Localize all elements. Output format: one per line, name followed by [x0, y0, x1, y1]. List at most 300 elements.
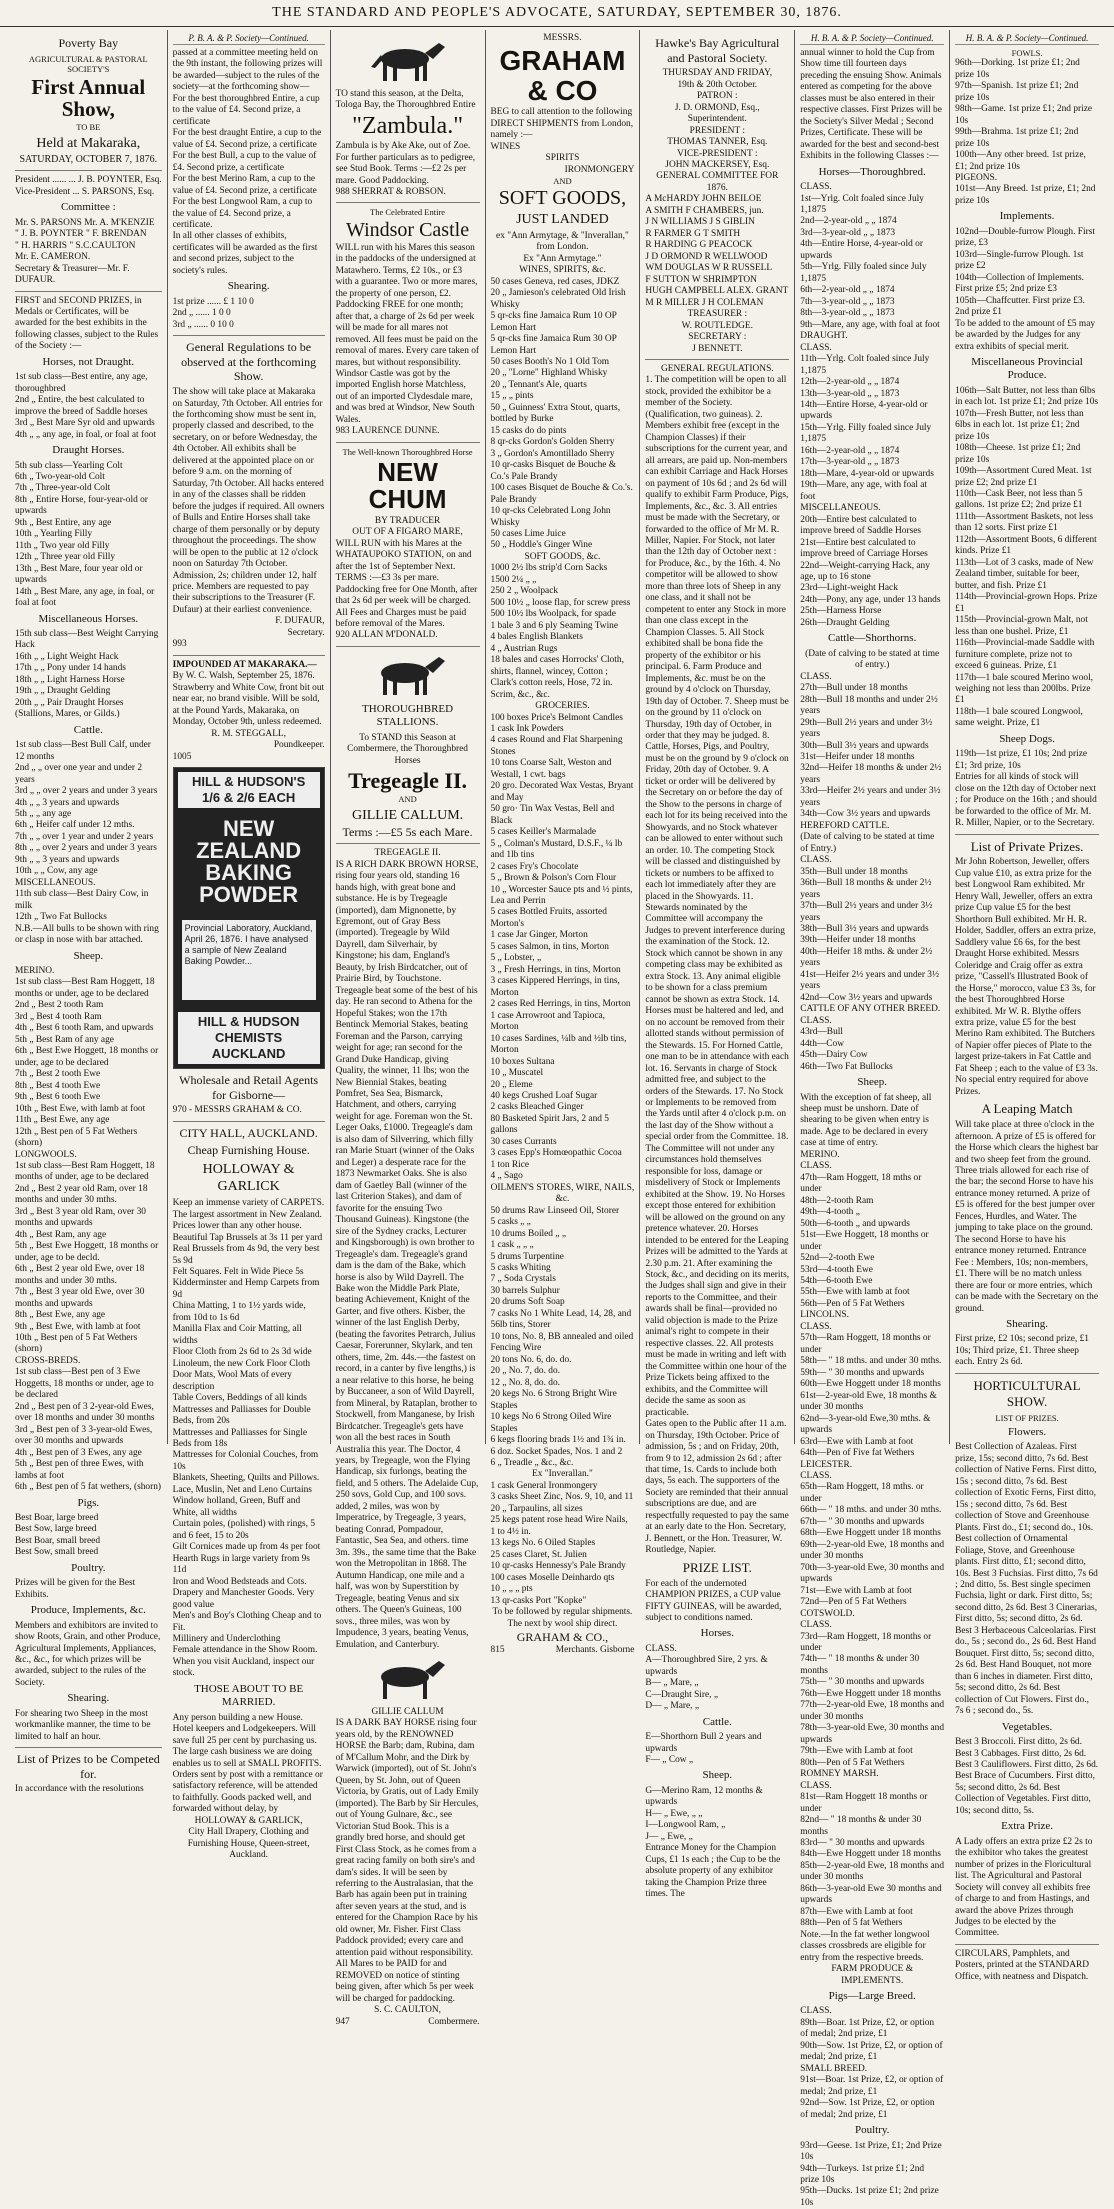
list-item: 13th—3-year-old „ „ 1873 — [800, 388, 900, 399]
list-item: " H. HARRIS " S.C.CAULTON — [15, 240, 136, 251]
list-item: 3 cases Kippered Herrings, in tins, Morton — [490, 976, 620, 998]
champion-horses — [645, 1644, 789, 1713]
list-item: 48th—2-tooth Ram — [800, 1195, 874, 1206]
new-chum-by: BY TRADUCER — [374, 515, 441, 526]
list-item: 20 „ No. 7, do. do. — [490, 1366, 561, 1377]
column-hawkes-bay — [640, 30, 795, 1900]
list-item: In all other classes of exhibits, certificates will be awarded as the first and second prizes, subject to the society's rules. — [172, 231, 318, 276]
implements-note: To be added to the amount of £5 may be awarded by the Judges for any extra exhibits of special merit. — [955, 318, 1096, 352]
list-item: 87th—Ewe with Lamb at foot — [800, 1906, 913, 1917]
list-item: 26th—Draught Gelding — [800, 617, 890, 628]
wholesale-agents: Wholesale and Retail Agents for Gisborne— — [179, 1073, 319, 1102]
label-bottom-text: HILL & HUDSON CHEMISTS AUCKLAND — [178, 1012, 320, 1064]
cattle-classes — [800, 672, 944, 1073]
circulars-ad: CIRCULARS, Pamphlets, and Posters, printed at the STANDARD Office, with neatness and Dispatch. — [955, 1948, 1089, 1982]
list-item: 85th—2-year-old Ewe, 18 months and under 30 months — [800, 1860, 945, 1883]
and-label: AND — [553, 176, 572, 187]
wholesale-signature: 970 - MESSRS GRAHAM & CO. — [172, 1105, 302, 1116]
list-item: 66th— " 18 mths. and under 30 mths. — [800, 1505, 942, 1516]
sheep-list — [15, 966, 162, 1494]
list-item: 108th—Cheese. 1st prize £1; 2nd prize 10s — [955, 443, 1081, 465]
label-product-name: NEW ZEALAND BAKING POWDER — [196, 815, 302, 907]
list-item: SMALL BREED. — [800, 2063, 868, 2074]
just-landed: JUST LANDED — [516, 212, 609, 228]
list-item: 105th—Chaffcutter. First prize £3. 2nd prize £1 — [955, 295, 1085, 318]
list-item: For the best thoroughbred Entire, a cup to the value of £4. Second prize, a certificate — [172, 93, 320, 127]
windsor-signature: 983 LAURENCE DUNNE. — [335, 426, 440, 437]
vegetables-heading: Vegetables. — [1001, 1720, 1053, 1733]
list-item: CATTLE OF ANY OTHER BREED. — [800, 1004, 941, 1015]
calving-note: (Date of calving to be stated at time of entry.) — [805, 648, 940, 671]
list-item: G—Merino Ram, 12 months & upwards — [645, 1785, 763, 1808]
list-item: 91st—Boar. 1st Prize, £2, or option of medal; 2nd prize, £1 — [800, 2075, 944, 2097]
zambula-title: "Zambula." — [352, 112, 464, 139]
list-item: 11th sub class—Best Dairy Cow, in milk — [15, 889, 149, 911]
new-chum-out-of: OUT OF A FIGARO MARE, — [352, 527, 463, 538]
sheep-dogs-heading: Sheep Dogs. — [999, 732, 1055, 745]
list-item: 5 drums Turpentine — [490, 1251, 564, 1262]
shearing-heading: Shearing. — [67, 1692, 110, 1705]
list-item: 17th „ „ Pony under 14 hands — [15, 663, 126, 674]
horse-illustration-3 — [363, 1655, 453, 1703]
poultry-classes — [800, 2141, 944, 2209]
list-item: 36th—Bull 18 months & under 2½ years — [800, 878, 932, 900]
list-item: 12 „ No. 8, do. do. — [490, 1377, 561, 1388]
column-hb-continued-2 — [950, 30, 1104, 1982]
list-item: 31st—Heifer under 18 months — [800, 751, 915, 762]
soft-goods-list — [491, 563, 635, 701]
list-item: 9th—Mare, any age, with foal at foot — [800, 319, 940, 330]
sheep-heading: Sheep. — [857, 1076, 887, 1089]
list-item: 10 „ „ „ pts — [490, 1584, 533, 1595]
ad-number: 1005 — [172, 751, 192, 762]
windsor-intro: The Celebrated Entire — [370, 207, 446, 218]
list-item: 20 drums Soft Soap — [490, 1297, 565, 1308]
wether-note: Note.—In the fat wether longwool classes crossbreds are eligible for entry from the respective breeds. — [800, 1929, 930, 1963]
list-item: Felt Squares. Felt in Wide Piece 5s — [172, 1266, 304, 1277]
list-item: 74th— " 18 months & under 30 months — [800, 1654, 920, 1676]
list-item: 19th—Mare, any age, with foal at foot — [800, 480, 928, 502]
ad-number: 815 — [490, 1644, 505, 1655]
list-item: 103rd—Single-furrow Plough. 1st prize £2 — [955, 249, 1084, 272]
list-item: Female attendance in the Show Room. — [172, 1645, 318, 1656]
list-item: Door Mats, Wool Mats of every description — [172, 1370, 292, 1392]
signature-title: Secretary. — [287, 627, 325, 638]
list-item: E—Shorthorn Bull 2 years and upwards — [645, 1732, 762, 1754]
label-body-text: Provincial Laboratory, Auckland, April 26, 1876. I have analysed a sample of New Zealand Baking Powder... — [182, 920, 316, 1001]
list-item: 3rd „ Best pen of 3 3-year-old Ewes, over 30 months and upwards — [15, 1424, 153, 1447]
vegetables-text: Best 3 Broccoli. First ditto, 2s 6d. Best 3 Cabbages. First ditto, 2s 6d. Best 3 Cauliflowers. First ditto, 2s 6d. Best Brace of Cucumbers. First ditto, 5s; second ditto, 2s 6d. Best Collection of Vegetables. First ditto, 10s; second ditto, 5s. — [955, 1737, 1099, 1816]
general-regulations-heading: GENERAL REGULATIONS. — [660, 363, 774, 374]
list-item: Beautiful Tap Brussels at 3s 11 per yard — [172, 1232, 323, 1243]
draught-list — [15, 461, 162, 610]
list-item: 14th—Entire Horse, 4-year-old or upwards — [800, 399, 928, 422]
list-item: 7th „ Three-year-old Colt — [15, 483, 111, 494]
list-item: 8th—3-year-old „ „ 1873 — [800, 308, 895, 319]
list-item: 53rd—4-tooth Ewe — [800, 1264, 873, 1275]
list-item: 50 cases Booth's No 1 Old Tom — [490, 356, 610, 367]
list-item: 95th—Ducks. 1st prize £1; 2nd prize 10s — [800, 2186, 939, 2208]
list-item: Hearth Rugs in large variety from 9s 11d — [172, 1553, 310, 1576]
list-item: 20 „ Tennant's Ale, quarts — [490, 379, 587, 390]
list-item: 25 kegs patent rose head Wire Nails, 1 to 4½ in. — [490, 1515, 628, 1537]
list-item: CLASS. — [800, 671, 832, 682]
list-item: 54th—6-tooth Ewe — [800, 1276, 873, 1286]
list-item: 33rd—Heifer 2½ years and under 3½ years — [800, 786, 941, 808]
produce-heading: Produce, Implements, &c. — [30, 1604, 146, 1617]
list-item: 2nd „ Best 2 tooth Ram — [15, 1000, 104, 1011]
follow-text: To be followed by regular shipments. The next by wool ship direct. — [492, 1607, 633, 1629]
list-item: Iron and Wood Bedsteads and Cots. — [172, 1576, 307, 1587]
list-item: J N WILLIAMS J S GIBLIN — [645, 217, 755, 228]
list-item: 1 cask „ „ „ — [490, 1240, 534, 1251]
list-item: 106th—Salt Butter, not less than 6lbs in each lot. 1st prize £1; 2nd prize 10s — [955, 385, 1099, 408]
list-item: 15 „ „ pints — [490, 391, 534, 402]
ironmongery-label: IRONMONGERY — [564, 164, 635, 175]
flowers-text: Best Collection of Azaleas. First prize, 15s; second ditto, 7s 6d. Best collection of Native Ferns. First ditto, 15s ; second ditto, 7s 6d. Best collection of Exotic Ferns, First ditto, 15s ; second ditto, 7s 6d. Best collection of Stove and Greenhouse Plants. First do., £1; second do., 10s. Best collection of Ornamental Foliage, Stove, and Greenhouse plants. First ditto, £1; second ditto, 10s. Best 3 Fuchsias. First ditto, 7s 6d ; 2nd ditto, 5s. Best single specimen Fuchsia, light or dark. First ditto, 5s; second ditto, 2s 6d. Best 3 Cinerarias, First ditto, 5s; second ditto, 2s 6d. Best 3 Herbaceous Calceolarias. First do., 5s ; second do., 2s 6d. Best Hand Bouquet. First ditto, 5s; second ditto, 2s 6d. Best Hand Bouquet, not more than 6 inches in diameter. First ditto, 5s; second ditto, 2s 6d. Best collection of Cut Flowers. First do., 7s 6 ; second do., 5s. — [955, 1442, 1098, 1717]
list-item: 34th—Cow 3½ years and upwards — [800, 809, 931, 820]
list-item: For the best Longwool Ram, a cup to the value of £4. Second prize, a certificate. — [172, 197, 313, 230]
list-item: 115th—Provincial-grown Malt, not less than one bushel. Prize, £1 — [955, 615, 1088, 637]
list-item: 6th—2-year-old „ „ 1874 — [800, 285, 895, 296]
general-regulations-text: 1. The competition will be open to all stock, provided the exhibitor be a member of the Society. (Qualification, two guineas). 2. Members exhibit free (except in the Champion Classes) if their subscriptions for the current year, and all arrears, are paid up. Non-members can exhibit Carriage and Hack Horses on payment of 10s 6d ; and 2s 6d will qualify to exhibit Farm Produce, Pigs, Implements, &c., &c. 3. All entries must be made with the Secretary, or forwarded to the office of Mr M. R. Miller, Napier. For Stock, not later than the 12th day of October next : for Produce, &c., by the 16th. 4. No competitor will be allowed to show more than three lots of Sheep in any one class, and it shall not be competent to enter any Stock in more than one class except in the Champion Classes. 5. All Stock exhibited shall be bona fide the property of the exhibitor or his principal. 6. Farm Produce and Implements, &c. must be on the ground by 4 o'clock on Thursday, 19th day of October. 7. Sheep must be on the ground by 11 o'clock on Thursday, 19th day of October, in order that they may be judged. 8. Cattle, Horses, Pigs, and Poultry, must be on the ground by 9 o'clock on Friday, 20th day of October. 9. A ticket or order will be delivered by the Secretary on or before the day of the Show to the persons in charge of each lot for its being received into the Showyards, and no Stock whatever can be allowed to enter without such an order. 10. The competing Stock will be classed and distinguished by tickets or numbers to be affixed to each lot immediately after they are placed in the Showyards. 11. Stewards nominated by the Committee will accompany the Judges to prevent interference during the examination of the Stock. 12. Stock which cannot be shown in any competing class may be exhibited as extra Stock. 13. Any animal eligible to be shown for a class premium cannot be shown as extra Stock. 14. Horses must be haltered and led, and on no account be removed from their allotted stands without permission of the Stewards. 15. For Horned Cattle, one man to be in attendance with each lot. 16. Servants in charge of Stock admitted free, and subject to the orders of the Stewards. 17. No Stock or Implements to be removed from the Yards until after 4 o'clock p.m. on the last day of the Show without a special order from the Committee. 18. The Committee will not under any circumstances hold themselves responsible for loss, damage or misdelivery of Stock or Implements exhibited at the Show. 19. No Horses except those entered for exhibition will be allowed on the ground on any pretence whatever. 20. Horses intended to be entered for the Leaping Prizes will be admitted to the Yards at 2.30 p.m. 21. After examining the Stock, &c., and deciding on its merits, the Judges shall sign and give in their reports to the Committee, and their awards shall be final—provided no valid objection is made to the Prize animal's right to compete in their respective classes. 22. All protests must be made in writing and left with the Committee within one hour of the Prize Tickets being affixed to the exhibits, and the Committee will decide the same as soon as practicable. — [645, 375, 790, 1418]
list-item: 5 cases Salmon, in tins, Morton — [490, 941, 609, 952]
list-item: 10 cases Sardines, ¼lb and ½lb tins, Morton — [490, 1033, 627, 1056]
list-item: 4th—Entire Horse, 4-year-old or upwards — [800, 239, 923, 261]
holloway-address: City Hall Drapery, Clothing and Furnishing House, Queen-street, Auckland. — [187, 1827, 310, 1861]
list-item: For the best draught Entire, a cup to the value of £4. Second prize, a certificate — [172, 128, 322, 150]
list-item: 15th—Yrlg. Filly foaled since July 1,1875 — [800, 422, 932, 445]
list-item: 117th—1 bale scoured Merino wool, weighing not less than 200lbs. Prize £1 — [955, 672, 1094, 706]
list-item: 3 casks Sheet Zinc, Nos. 9, 10, and 11 — [490, 1492, 634, 1503]
extra-prize-text: A Lady offers an extra prize £2 2s to the exhibitor who takes the greatest number of prizes in the Floricultural list. The Agricultural and Pastoral Society will convey all exhibits free of charge to and from Hastings, and award the above Prizes through Judges to be elected by the Committee. — [955, 1836, 1093, 1939]
list-item: CLASS. — [800, 1321, 832, 1332]
list-item: Mattresses and Palliasses for Double Beds, from 20s — [172, 1404, 311, 1427]
list-item: 38th—Bull 3½ years and upwards — [800, 924, 929, 934]
list-item: 37th—Bull 2½ years and under 3½ years — [800, 901, 933, 923]
list-item: DRAUGHT. — [800, 331, 848, 342]
list-item: 12th „ Best pen of 5 Fat Wethers (shorn) — [15, 1126, 138, 1149]
list-item: 20th—Entire best calculated to improve breed of Saddle Horses — [800, 514, 922, 537]
list-item: 93rd—Geese. 1st Prize, £1; 2nd Prize 10s — [800, 2140, 942, 2163]
shearing-prize-table — [173, 297, 325, 331]
list-item: 13 kegs No. 6 Oiled Staples — [490, 1538, 596, 1549]
list-item: 9th „ Best 6 tooth Ewe — [15, 1092, 101, 1103]
holloway-garlick-heading: HOLLOWAY & GARLICK — [202, 1162, 295, 1195]
list-item: 20 tons No. 6, do. do. — [490, 1354, 572, 1365]
horse-illustration — [363, 37, 453, 85]
list-item: 4 bales English Blankets — [490, 632, 583, 643]
windsor-castle-title: Windsor Castle — [346, 218, 470, 241]
list-item: 8th „ Entire Horse, four-year-old or upwards — [15, 494, 148, 517]
list-item: 6 doz. Socket Spades, Nos. 1 and 2 — [490, 1446, 623, 1457]
list-item: 5 cases Keiller's Marmalade — [490, 827, 597, 838]
sheep-heading: Sheep. — [702, 1769, 733, 1782]
list-item: 14th „ Best Mare, any age, in foal, or foal at foot — [15, 586, 155, 609]
list-item: 20 gro. Decorated Wax Vestas, Bryant and May — [490, 781, 634, 803]
zambula-signature: 988 SHERRAT & ROBSON. — [335, 187, 446, 197]
list-item: N.B.—All bulls to be shown with ring or clasp in nose with bar attached. — [15, 923, 159, 946]
list-item: 102nd—Double-furrow Plough. First prize, £3 — [955, 226, 1095, 249]
fowl-classes — [955, 58, 1099, 207]
list-item: 90th—Sow. 1st Prize, £2, or option of medal; 2nd prize, £1 — [800, 2040, 943, 2063]
list-item: 10 kegs No 6 Strong Oiled Wire Staples — [490, 1412, 612, 1434]
sheep-classes — [800, 1150, 944, 1930]
leaping-match-text: Will take place at three o'clock in the afternoon. A prize of £5 is offered for the Horse which clears the highest bar and two sheep feet from the ground. Three trials allowed for each rise of the bar; the second Horse to have his entrance money returned. A prize of £5 is offered for the best jumper over Fences, Hurdles, and Water. The jumping to take place on the ground. The second Horse to have his entrance money returned. Entrance Fee : Members, 10s; non-members, £1. There will be no match unless there are four or more entries, which can be made with the Secretary on the ground. — [955, 1120, 1099, 1314]
list-item: CROSS-BREDS. — [15, 1355, 81, 1366]
list-item: 81st—Ram Hoggett 18 months or under — [800, 1792, 928, 1814]
list-item: MERINO. — [800, 1149, 840, 1160]
president-line: President ...... ... J. B. POYNTER, Esq. — [15, 175, 162, 186]
list-item: 92nd—Sow. 1st Prize, £2, or option of medal; 2nd prize, £1 — [800, 2098, 935, 2120]
list-item: 500 10½ „ loose flap, for screw press — [490, 597, 631, 608]
new-chum-title: NEW CHUM — [368, 457, 447, 515]
list-item: 2 casks Bleached Ginger — [490, 1102, 584, 1113]
list-item: 5 casks Whiting — [490, 1263, 551, 1273]
list-item: 3rd „ Best 4 tooth Ram — [15, 1011, 102, 1022]
list-item: Best Boar, large breed — [15, 1512, 99, 1523]
label-top-text: HILL & HUDSON'S 1/6 & 2/6 EACH — [178, 772, 320, 808]
list-item: 50 „ Hoddle's Ginger Wine — [490, 540, 593, 551]
list-item: 119th—1st prize, £1 10s; 2nd prize £1; 3rd prize, 10s — [955, 749, 1088, 771]
prize-list-text: For each of the undernoted CHAMPION PRIZES, a CUP value FIFTY GUINEAS, will be awarded, subject to conditions named. — [645, 1578, 782, 1623]
gillie-callum-title: GILLIE CALLUM. — [351, 807, 464, 823]
list-item: 10 tons, No. 8, BB annealed and oiled Fencing Wire — [490, 1331, 634, 1354]
list-item: 8th „ Best 4 tooth Ewe — [15, 1080, 101, 1091]
list-item: 10 „ Worcester Sauce pts and ½ pints, Lea and Perrin — [490, 884, 633, 906]
entries-note: Entries for all kinds of stock will close on the 12th day of October next ; for Produce on the 16th ; and should be forwarded to the office of Mr. M. R. Miller, Napier, or to the Secretary. — [955, 772, 1097, 829]
list-item: 39th—Heifer under 18 months — [800, 935, 916, 946]
list-item: 50 cases Geneva, red cases, JDKZ — [490, 276, 620, 287]
list-item: 80 Basketed Spirit Jars, 2 and 5 gallons — [490, 1113, 609, 1136]
list-item: 13th „ Best Mare, four year old or upwards — [15, 563, 143, 586]
list-item: 7th „ „ over 1 year and under 2 years — [15, 831, 154, 842]
list-item: 4 „ Austrian Rugs — [490, 643, 558, 654]
tregeagle-subheading: TREGEAGLE II. — [374, 848, 441, 859]
list-item: 10 qr-casks Bisquet de Bouche & Co.'s Pale Brandy — [490, 460, 617, 482]
wines-label: WINES — [490, 141, 521, 152]
city-hall-heading: CITY HALL, AUCKLAND. — [179, 1125, 318, 1140]
list-item: 71st—Ewe with Lamb at foot — [800, 1585, 912, 1596]
cattle-heading: Cattle. — [73, 723, 103, 736]
list-item: 4th „ Best Ram, any age — [15, 1229, 107, 1240]
prizes-intro: FIRST and SECOND PRIZES, in Medals or Certificates, will be awarded for the best exhibits in the following classes, subject to the Rules of the Society :— — [15, 295, 159, 352]
list-item: Secretary & Treasurer—Mr. F. DUFAUR. — [15, 263, 130, 286]
pigs-list — [15, 1513, 162, 1559]
list-item: 5 cases Bottled Fruits, assorted Morton's — [490, 907, 607, 929]
horse-classes — [800, 182, 944, 629]
list-item: 12th—2-year-old „ „ 1874 — [800, 377, 900, 388]
gillie-text: IS A DARK BAY HORSE rising four years old, by the RENOWNED HORSE the Barb; dam, Rubina, dam of M'Callum Mohr, and the Dirk by Warwick (imported), out of St. John's Queen, by St. John, out of Queen Victoria, by Gratis, out of Lady Emily (imported). The Barb by Sir Hercules, out of Young Gulnare, &c., see Victorian Stud Book. This is a grandly bred horse, and should get First Class Stock, as he comes from a great racing family on both sire's and dam's sides. It will be seen by referring to the Australasian, that the Barb has again been put in training after seven years at the stud, and is entered for the Champion Race by his old owner, Mr. Fisher. First Class Paddock provided; every care and attention paid without responsibility. All Mares to be PAID for and REMOVED on notice of stinting being given, after which 5s per week will be charged for paddocking. — [335, 1718, 479, 2004]
horticultural-show-heading: HORTICULTURAL SHOW. — [973, 1377, 1081, 1409]
column-header: H. B. A. & P. Society—Continued. — [955, 33, 1099, 45]
column-header: H. B. A. & P. Society—Continued. — [800, 33, 944, 45]
secretary-name: J BENNETT. — [692, 343, 743, 354]
list-of-prizes-heading: List of Prizes to be Competed for. — [16, 1752, 160, 1781]
list-item: 10 „ Muscatel — [490, 1068, 544, 1079]
signature-name: F. DUFAUR, — [275, 616, 325, 627]
list-item: J— „ Ewe, „ — [645, 1831, 693, 1842]
list-item: Window holland, Green, Buff and White, all widths — [172, 1496, 301, 1518]
list-item: 3 cases Epp's Homœopathic Cocoa — [490, 1148, 622, 1159]
list-item: 20 kegs No. 6 Strong Bright Wire Staples — [490, 1389, 617, 1411]
terms: Terms :—£5 5s each Mare. — [342, 824, 473, 839]
leaping-match-heading: A Leaping Match — [981, 1101, 1073, 1117]
list-item: 67th— " 30 months and upwards — [800, 1516, 925, 1527]
list-item: 98th—Game. 1st prize £1; 2nd prize 10s — [955, 104, 1093, 126]
list-item: 56th—Pen of 5 Fat Wethers — [800, 1298, 905, 1309]
list-item: (Date of calving to be stated at time of Entry.) — [800, 832, 935, 854]
list-item: Linoleum, the new Cork Floor Cloth — [172, 1358, 311, 1369]
list-item: CLASS. — [800, 2006, 832, 2017]
list-item: MISCELLANEOUS. — [800, 503, 881, 514]
list-item: 100 boxes Price's Belmont Candles — [490, 712, 623, 723]
list-item: 60th—Ewe Hoggett under 18 months — [800, 1379, 941, 1390]
list-item: Mr. E. CAMERON. — [15, 252, 91, 263]
list-item: Best Boar, small breed — [15, 1535, 101, 1546]
implement-classes — [955, 227, 1099, 319]
private-prizes-heading: List of Private Prizes. — [970, 838, 1084, 854]
list-item: 99th—Brahma. 1st prize £1; 2nd prize 10s — [955, 127, 1079, 149]
cattle-list — [15, 740, 162, 946]
list-item: 5 qr-cks fine Jamaica Rum 10 OP Lemon Hart — [490, 311, 617, 333]
list-item: CLASS. — [800, 342, 832, 353]
list-item: R HARDING G PEACOCK — [645, 240, 753, 251]
impounded-text: By W. C. Walsh, September 25, 1876. Strawberry and White Cow, front bit out near ear, no brand visible. Will be sold, at the Pound Yards, Makaraka, on Monday, October 9th, unless redeemed. — [172, 671, 325, 728]
list-item: 76th—Ewe Hoggett under 18 months — [800, 1688, 941, 1699]
list-item: 1st sub class—Best Ram Hoggett, 18 months or under, age to be declared — [15, 977, 155, 999]
list-item: 40th—Heifer 18 mths. & under 2½ years — [800, 946, 933, 969]
list-item: 250 2 „ Woolpack — [490, 586, 559, 597]
to-be-label: TO BE — [76, 122, 101, 133]
shearing-text: For shearing two Sheep in the most workmanlike manner, the time to be limited to half an hour. — [15, 1708, 151, 1742]
list-item: 1st—Yrlg. Colt foaled since July 1,1875 — [800, 193, 924, 215]
show-date: SATURDAY, OCTOBER 7, 1876. — [19, 154, 158, 166]
vice-president-name: JOHN MACKERSEY, Esq. — [665, 160, 770, 170]
zambula-intro: TO stand this season, at the Delta, Tologa Bay, the Thoroughbred Entire — [335, 89, 476, 111]
list-item: 104th—Collection of Implements. First prize £5; 2nd prize £3 — [955, 272, 1085, 295]
list-item: 20 „ Jamieson's celebrated Old Irish Whisky — [490, 288, 626, 310]
column-stallions — [331, 30, 486, 2027]
list-item: 27th—Bull under 18 months — [800, 683, 908, 694]
new-chum-text: WILL RUN with his Mares at the WHATAUPOKO STATION, on and after the 1st of September Next. TERMS :—£3 3s per mare. Paddocking free for One Month, after that 2s 6d per week will be charged. All Fees and Charges must be paid before removal of the Mares. — [335, 538, 478, 629]
list-item: 10th „ Best Ewe, with lamb at foot — [15, 1103, 146, 1114]
list-item: 44th—Cow — [800, 1038, 845, 1049]
thoroughbred-stallions-heading: THOROUGHBRED STALLIONS. — [362, 702, 454, 729]
list-item: 100th—Any other breed. 1st prize, £1; 2nd prize 10s — [955, 150, 1086, 172]
list-item: 35th—Bull under 18 months — [800, 866, 908, 877]
list-item: 94th—Turkeys. 1st prize £1; 2nd prize 10s — [800, 2163, 925, 2185]
ex-ann-armytage: Ex "Ann Armytage." — [523, 253, 602, 264]
list-item: 3rd „ „ over 2 years and under 3 years — [15, 786, 158, 797]
list-item: Floor Cloth from 2s 6d to 2s 3d wide — [172, 1347, 312, 1358]
list-item: 2nd „ Best 2 year old Ram, over 18 months and under 30 mths. — [15, 1183, 148, 1206]
list-item: R FARMER G T SMITH — [645, 228, 741, 239]
oilmen-heading: OILMEN'S STORES, WIRE, NAILS, &c. — [490, 1182, 635, 1205]
list-item: A—Thoroughbred Sire, 2 yrs. & upwards — [645, 1655, 768, 1677]
list-item: 1 ton Rice — [490, 1159, 530, 1170]
pigs-heading: Pigs. — [77, 1496, 100, 1509]
list-item: 5 casks „ „ — [490, 1217, 531, 1228]
list-item: 11th „ Two year old Filly — [15, 540, 110, 551]
list-item: 6 kegs flooring brads 1½ and 1¾ in. — [490, 1435, 626, 1446]
shearing-heading: Shearing. — [227, 280, 270, 293]
columns — [10, 30, 1104, 2208]
list-item: Best Sow, large breed — [15, 1524, 97, 1535]
list-item: 118th—1 bale scoured Longwool, same weight. Prize, £1 — [955, 706, 1083, 729]
gillie-subheading: GILLIE CALLUM — [371, 1706, 444, 1717]
holloway-items — [173, 1233, 325, 1680]
holloway-intro: Keep an immense variety of CARPETS. The largest assortment in New Zealand. Prices lower than any other house. — [172, 1198, 325, 1232]
list-item: 50th—6-tooth „ and upwards — [800, 1218, 910, 1229]
list-item: 21st—Entire best calculated to improve breed of Carriage Horses — [800, 537, 928, 560]
list-of-prizes-label: LIST OF PRIZES. — [995, 1412, 1059, 1423]
list-item: 500 10½ lbs Woolpack, for spade — [490, 609, 616, 620]
list-item: 45th—Dairy Cow — [800, 1050, 868, 1061]
general-committee-heading: GENERAL COMMITTEE FOR 1876. — [656, 171, 779, 193]
list-item: 4th „ „ any age, in foal, or foal at foot — [15, 429, 157, 440]
list-item: 3rd „ Best 3 year old Ram, over 30 months and upwards — [15, 1206, 146, 1229]
horses-list — [15, 372, 162, 441]
list-item: 11th—Yrlg. Colt foaled since July 1,1875 — [800, 354, 930, 376]
list-item: 9th „ Best Entire, any age — [15, 517, 112, 528]
wines-list — [491, 277, 635, 552]
list-item: China Matting, 1 to 1½ yards wide, from 10d to 1s 6d — [172, 1301, 306, 1323]
list-item: 9th „ „ 3 years and upwards — [15, 854, 120, 865]
list-item: 5 „ Brown & Polson's Corn Flour — [490, 873, 617, 884]
graham-signature: GRAHAM & CO., — [516, 1630, 609, 1644]
list-item: 110th—Cask Beer, not less than 5 gallons. 1st prize £2; 2nd prize £1 — [955, 489, 1083, 511]
list-item: 2nd „ Best pen of 3 2-year-old Ewes, over 18 months and under 30 months — [15, 1401, 155, 1424]
list-item: 8th „ „ over 2 years and under 3 years — [15, 843, 157, 854]
list-item: J D ORMOND R WELLWOOD — [645, 251, 768, 262]
list-item: 5th „ Best Ewe Hoggett, 18 months or under, age to be decld. — [15, 1241, 159, 1263]
list-item: Kidderminster and Hemp Carpets from 9d — [172, 1278, 320, 1300]
patron-name: J. D. ORMOND, Esq., Superintendent. — [674, 102, 760, 125]
column-poverty-bay-show — [10, 30, 168, 1795]
list-item: 7th „ Best 3 year old Ewe, over 30 months and upwards — [15, 1287, 145, 1309]
list-item: 7th—3-year-old „ „ 1873 — [800, 296, 895, 307]
gates-text: Gates open to the Public after 11 a.m. on Thursday, 19th October. Price of admission, 5s ; and on Friday, 20th, from 9 to 12, admission 2s 6d ; after that time, 1s. Cards to include both days, 5s each. The supporters of the Society are reminded that their annual subscriptions are due, and are respectfully requested to pay the same at an early date to the Hon. Secretary, J. Bennett, or the Hon. Treasurer, W. Routledge, Napier. — [645, 1419, 789, 1556]
poultry-heading: Poultry. — [71, 1561, 106, 1574]
cheap-furnishing-heading: Cheap Furnishing House. — [187, 1143, 310, 1158]
list-item: 4 cases Round and Flat Sharpening Stones — [490, 735, 623, 757]
list-item: Men's and Boy's Clothing Cheap and to Fit. — [172, 1611, 322, 1633]
farm-produce-heading: FARM PRODUCE & IMPLEMENTS. — [831, 1964, 913, 1986]
list-item: 18th „ „ Light Harness Horse — [15, 674, 125, 685]
champion-cattle — [645, 1732, 789, 1766]
spirits-label: SPIRITS — [545, 153, 580, 164]
entrance-money-text: Entrance Money for the Champion Cups, £1 1s each ; the Cup to be the absolute property of any exhibitor taking the Champion Prize three times. The — [645, 1843, 781, 1900]
list-item: 30 cases Currants — [490, 1136, 557, 1147]
list-item: CLASS. — [800, 1780, 832, 1791]
list-item: 6th „ Heifer calf under 12 mths. — [15, 820, 135, 831]
list-item: Manilla Flax and Coir Matting, all widths — [172, 1324, 302, 1346]
poundkeeper-title: Poundkeeper. — [273, 740, 325, 751]
list-item: 20 „ Eleme — [490, 1079, 533, 1090]
list-item: 63rd—Ewe with Lamb at foot — [800, 1436, 914, 1447]
list-item: 19th „ „ Draught Gelding — [15, 686, 111, 697]
list-item: 5 qr-cks fine Jamaica Rum 30 OP Lemon Hart — [490, 334, 617, 356]
list-item: 1st sub class—Best entire, any age, thoroughbred — [15, 372, 148, 394]
list-item: MERINO. — [15, 966, 55, 976]
held-at-makaraka: Held at Makaraka, — [36, 135, 141, 151]
list-item: LEICESTER. — [800, 1459, 853, 1470]
list-item: 25th—Harness Horse — [800, 606, 882, 617]
list-item: 16th „ „ Light Weight Hack — [15, 651, 119, 662]
secretary-label: SECRETARY : — [688, 332, 747, 343]
list-item: 12th „ Three year old Filly — [15, 552, 116, 563]
